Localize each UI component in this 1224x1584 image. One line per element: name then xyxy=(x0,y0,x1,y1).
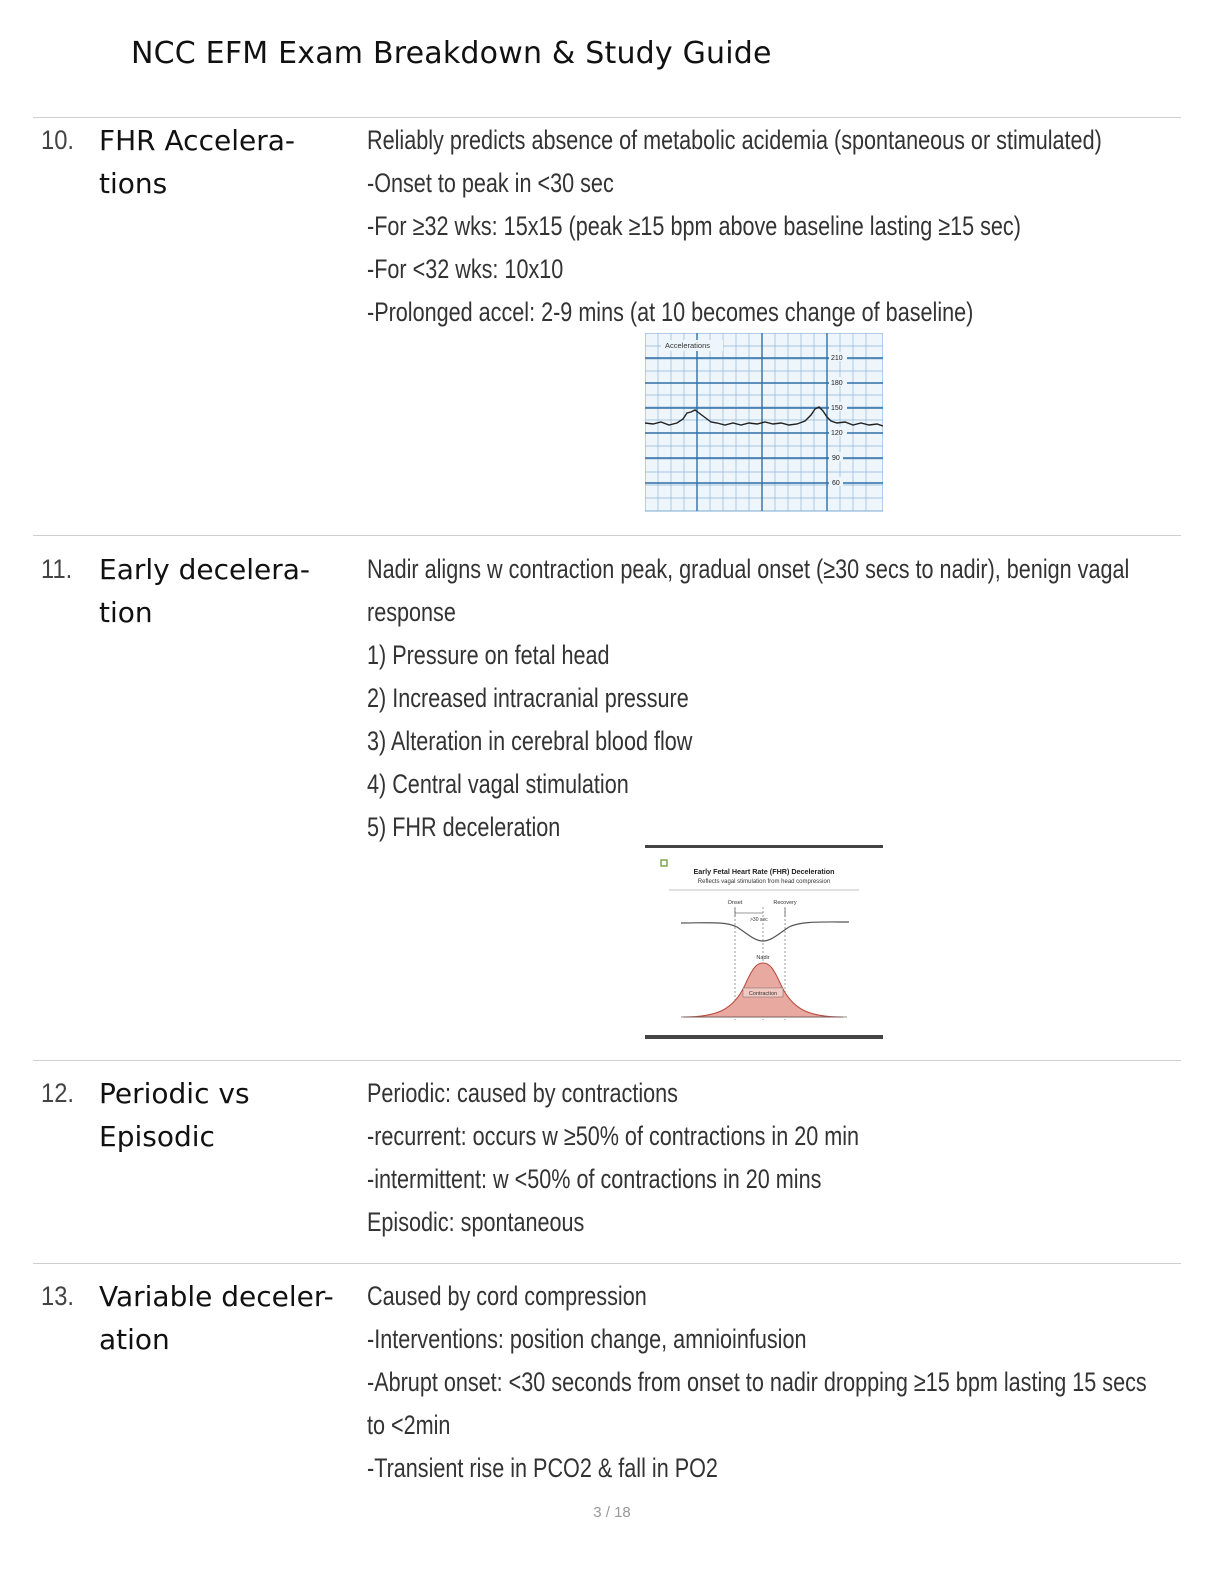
figure-title: Early Fetal Heart Rate (FHR) Deceleration xyxy=(693,867,835,876)
body-line: -Transient rise in PCO2 & fall in PO2 xyxy=(367,1453,718,1483)
row-number: 10. xyxy=(41,125,75,155)
body-line: Caused by cord compression xyxy=(367,1281,647,1311)
document-title: NCC EFM Exam Breakdown & Study Guide xyxy=(131,36,772,71)
row-number: 12. xyxy=(41,1078,75,1108)
study-row-periodic-episodic xyxy=(33,1072,1181,1258)
axis-tick: 60 xyxy=(832,480,840,487)
body-line: 1) Pressure on fetal head xyxy=(367,640,610,670)
section-divider xyxy=(33,117,1181,118)
body-line: 3) Alteration in cerebral blood flow xyxy=(367,726,693,756)
body-line: Periodic: caused by contractions xyxy=(367,1078,678,1108)
row-body xyxy=(367,1275,1187,1490)
body-line: 5) FHR deceleration xyxy=(367,812,561,842)
axis-tick: 90 xyxy=(832,455,840,462)
axis-tick: 180 xyxy=(831,380,843,387)
row-topic xyxy=(99,548,359,634)
body-line: -Prolonged accel: 2-9 mins (at 10 becomes change of baseline) xyxy=(367,297,974,327)
topic-line: Variable deceler- xyxy=(99,1280,334,1313)
study-row-early-deceleration xyxy=(33,548,1181,1058)
row-body xyxy=(367,1072,1187,1244)
page-number: 3 / 18 xyxy=(593,1504,631,1521)
study-row-variable-deceleration xyxy=(33,1275,1181,1495)
body-line: -intermittent: w <50% of contractions in 20 mins xyxy=(367,1164,822,1194)
body-line: -For ≥32 wks: 15x15 (peak ≥15 bpm above baseline lasting ≥15 sec) xyxy=(367,211,1021,241)
recovery-label: Recovery xyxy=(773,900,797,906)
section-divider xyxy=(33,1060,1181,1061)
body-line: -For <32 wks: 10x10 xyxy=(367,254,564,284)
onset-label: Onset xyxy=(727,900,743,906)
row-body xyxy=(367,548,1187,849)
body-line: to <2min xyxy=(367,1410,451,1440)
row-body xyxy=(367,119,1187,334)
duration-label: >30 sec xyxy=(750,917,768,923)
body-line: -recurrent: occurs w ≥50% of contractions in 20 min xyxy=(367,1121,860,1151)
body-line: 2) Increased intracranial pressure xyxy=(367,683,689,713)
study-row-accelerations xyxy=(33,119,1181,534)
row-topic xyxy=(99,1275,359,1361)
body-line: -Onset to peak in <30 sec xyxy=(367,168,614,198)
accelerations-strip-figure xyxy=(645,333,883,513)
body-line: Episodic: spontaneous xyxy=(367,1207,585,1237)
topic-line: Episodic xyxy=(99,1120,215,1153)
body-line: response xyxy=(367,597,456,627)
contraction-label: Contraction xyxy=(748,991,778,997)
topic-line: tion xyxy=(99,596,153,629)
nadir-label: Nadir xyxy=(756,955,770,961)
row-number: 11. xyxy=(41,554,73,584)
topic-line: tions xyxy=(99,167,168,200)
axis-tick: 120 xyxy=(831,430,843,437)
row-topic xyxy=(99,119,359,205)
body-line: 4) Central vagal stimulation xyxy=(367,769,629,799)
body-line: -Interventions: position change, amnioinfusion xyxy=(367,1324,807,1354)
body-line: Reliably predicts absence of metabolic acidemia (spontaneous or stimulated) xyxy=(367,125,1102,155)
topic-line: FHR Accelera- xyxy=(99,124,295,157)
axis-tick: 150 xyxy=(831,405,843,412)
row-number: 13. xyxy=(41,1281,75,1311)
section-divider xyxy=(33,535,1181,536)
section-divider xyxy=(33,1263,1181,1264)
topic-line: ation xyxy=(99,1323,170,1356)
topic-line: Early decelera- xyxy=(99,553,311,586)
topic-line: Periodic vs xyxy=(99,1077,250,1110)
row-topic xyxy=(99,1072,359,1158)
figure-subtitle: Reflects vagal stimulation from head compression xyxy=(697,879,831,885)
axis-tick: 210 xyxy=(831,355,843,362)
body-line: -Abrupt onset: <30 seconds from onset to nadir dropping ≥15 bpm lasting 15 secs xyxy=(367,1367,1147,1397)
figure-label: Accelerations xyxy=(665,341,711,350)
early-deceleration-figure xyxy=(645,845,883,1039)
body-line: Nadir aligns w contraction peak, gradual onset (≥30 secs to nadir), benign vagal xyxy=(367,554,1130,584)
